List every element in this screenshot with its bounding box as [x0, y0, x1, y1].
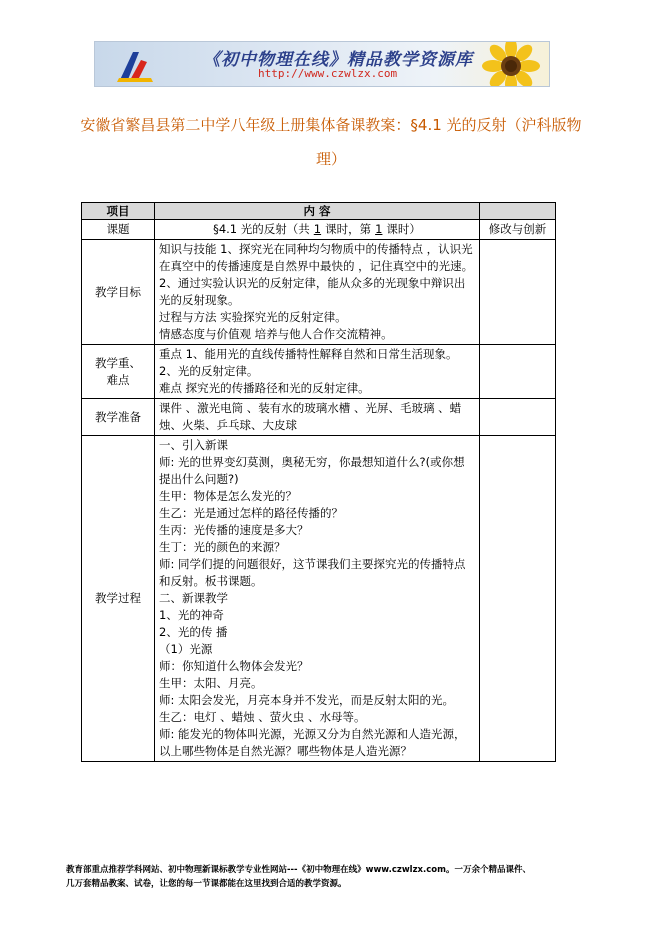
footer-line-1: 教育部重点推荐学科网站、初中物理新课标教学专业性网站---《初中物理在线》www.czwlzx.com。一万余个精品课件、 — [66, 865, 531, 875]
document-title — [52, 108, 610, 176]
key-points-row — [82, 345, 556, 399]
process-content — [155, 436, 480, 762]
process-line: 师: 能发光的物体叫光源，光源又分为自然光源和人造光源，以上哪些物体是自然光源？哪些物体是人造光源？ — [159, 727, 466, 758]
process-line: 师: 同学们提的问题很好，这节课我们主要探究光的传播特点和反射。板书课题。 — [159, 557, 466, 588]
process-line: 师: 太阳会发光，月亮本身并不发光，而是反射太阳的光。 — [159, 693, 455, 707]
topic-suffix: 课时） — [386, 222, 421, 236]
process-line: 师: 光的世界变幻莫测，奥秘无穷，你最想知道什么?(或你想提出什么问题?) — [159, 455, 465, 486]
process-row — [82, 436, 556, 762]
process-line: 生乙：光是通过怎样的路径传播的？ — [159, 506, 343, 520]
goals-content — [155, 240, 480, 345]
goals-label: 教学目标 — [82, 240, 155, 345]
process-line: 2、光的传 播 — [159, 625, 228, 639]
goals-row — [82, 240, 556, 345]
key-points-label-line: 教学重、 — [95, 355, 141, 370]
header-item: 项目 — [82, 203, 155, 220]
banner-url[interactable]: http://www.czwlzx.com — [258, 67, 398, 80]
process-line: 二、新课教学 — [159, 591, 228, 605]
goals-line: 过程与方法 实验探究光的反射定律。 — [159, 310, 347, 324]
process-line: 生丙：光传播的速度是多大？ — [159, 523, 309, 537]
process-line: 1、光的神奇 — [159, 608, 224, 622]
page-footer — [66, 863, 606, 891]
process-label: 教学过程 — [82, 436, 155, 762]
prep-row — [82, 399, 556, 436]
process-line: （1）光源 — [159, 642, 213, 656]
key-points-edit-cell — [480, 345, 556, 399]
goals-line: 情感态度与价值观 培养与他人合作交流精神。 — [159, 327, 393, 341]
lesson-plan-table — [81, 202, 556, 762]
goals-edit-cell — [480, 240, 556, 345]
key-points-label — [82, 345, 155, 399]
process-line: 生丁：光的颜色的来源？ — [159, 540, 286, 554]
key-points-line: 2、光的反射定律。 — [159, 364, 259, 378]
prep-line: 课件 、激光电筒 、装有水的玻璃水槽 、光屏、毛玻璃 、蜡烛、火柴、乒乓球、大皮球 — [159, 401, 462, 432]
prep-content — [155, 399, 480, 436]
sunflower-icon — [475, 41, 547, 87]
prep-label: 教学准备 — [82, 399, 155, 436]
footer-line-2: 几万套精品教案、试卷，让您的每一节课都能在这里找到合适的教学资源。 — [66, 879, 347, 889]
topic-prefix: §4.1 光的反射（共 — [213, 222, 310, 236]
topic-content — [155, 220, 480, 240]
header-content: 内 容 — [155, 203, 480, 220]
goals-line: 2、通过实验认识光的反射定律，能从众多的光现象中辩识出光的反射现象。 — [159, 276, 466, 307]
topic-mid: 课时，第 — [325, 222, 372, 236]
process-edit-cell — [480, 436, 556, 762]
process-line: 生甲：太阳、月亮。 — [159, 676, 263, 690]
process-line: 一、引入新课 — [159, 438, 228, 452]
key-points-line: 难点 探究光的传播路径和光的反射定律。 — [159, 381, 370, 395]
header-blank — [480, 203, 556, 220]
table-header-row — [82, 203, 556, 220]
process-line: 生甲：物体是怎么发光的？ — [159, 489, 297, 503]
title-line-1: 安徽省繁昌县第二中学八年级上册集体备课教案：§4.1 光的反射（沪科版物 — [80, 116, 582, 134]
topic-label: 课题 — [82, 220, 155, 240]
process-line: 生乙：电灯 、蜡烛 、萤火虫 、水母等。 — [159, 710, 366, 724]
site-logo-icon — [115, 48, 155, 84]
topic-current-hour: 1 — [375, 222, 383, 236]
prep-edit-cell — [480, 399, 556, 436]
process-line: 师：你知道什么物体会发光？ — [159, 659, 309, 673]
banner-title: 《初中物理在线》精品教学资源库 — [203, 50, 473, 70]
title-line-2: 理） — [315, 150, 346, 168]
topic-row — [82, 220, 556, 240]
edit-column-label: 修改与创新 — [480, 220, 556, 240]
topic-total-hours: 1 — [313, 222, 322, 236]
key-points-line: 重点 1、能用光的直线传播特性解释自然和日常生活现象。 — [159, 347, 458, 361]
key-points-content — [155, 345, 480, 399]
site-banner — [94, 41, 550, 87]
key-points-label-line: 难点 — [106, 372, 130, 387]
goals-line: 知识与技能 1、探究光在同种均匀物质中的传播特点 ，认识光在真空中的传播速度是自然界中最快的 ，记住真空中的光速。 — [159, 242, 474, 273]
